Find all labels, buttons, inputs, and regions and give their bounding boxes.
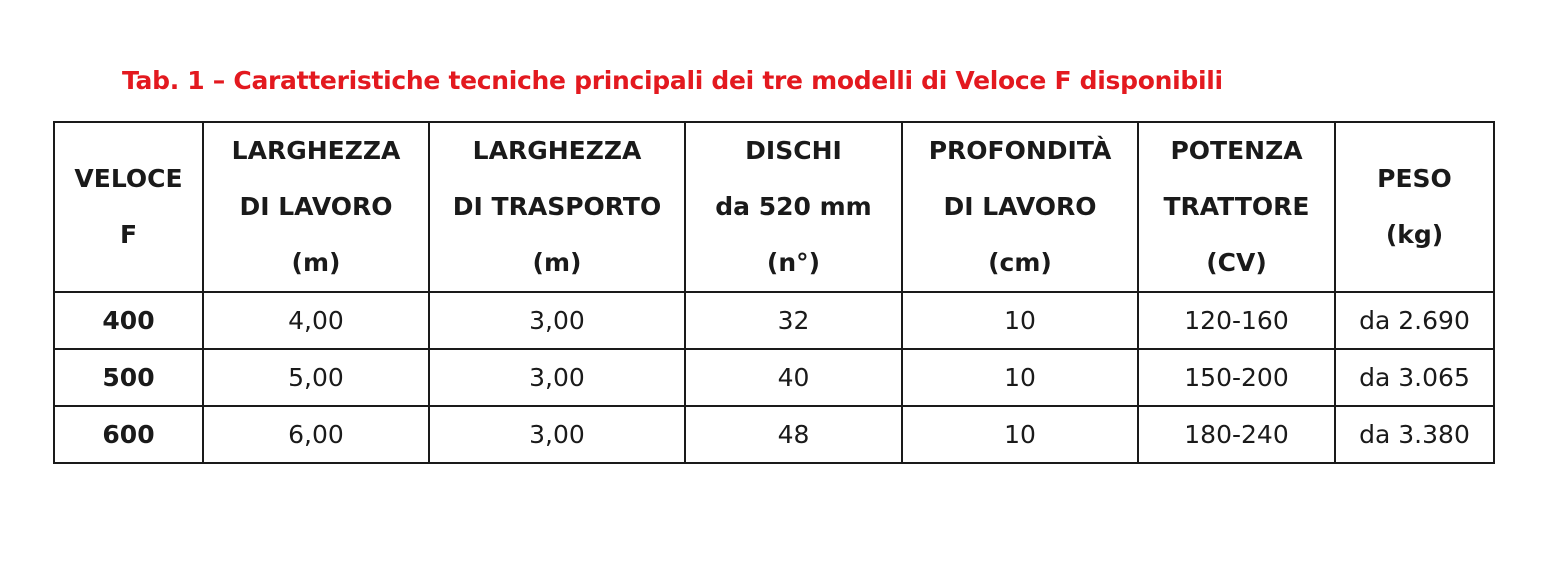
table-row <box>54 406 1494 463</box>
cell-peso: da 2.690 <box>1335 292 1494 349</box>
cell-larghezza-lavoro: 6,00 <box>203 406 429 463</box>
cell-dischi: 32 <box>685 292 902 349</box>
table-row <box>54 349 1494 406</box>
table-caption: Tab. 1 – Caratteristiche tecniche principali dei tre modelli di Veloce F disponibili <box>122 66 1223 95</box>
cell-potenza: 120-160 <box>1138 292 1335 349</box>
header-peso: PESO (kg) <box>1335 122 1494 292</box>
cell-peso: da 3.380 <box>1335 406 1494 463</box>
spec-table <box>53 121 1495 464</box>
cell-dischi: 48 <box>685 406 902 463</box>
header-larghezza-lavoro: LARGHEZZA DI LAVORO (m) <box>203 122 429 292</box>
header-row <box>54 122 1494 292</box>
cell-model: 600 <box>54 406 203 463</box>
cell-larghezza-lavoro: 5,00 <box>203 349 429 406</box>
cell-larghezza-lavoro: 4,00 <box>203 292 429 349</box>
cell-profondita: 10 <box>902 406 1138 463</box>
header-potenza: POTENZA TRATTORE (CV) <box>1138 122 1335 292</box>
cell-profondita: 10 <box>902 292 1138 349</box>
cell-model: 400 <box>54 292 203 349</box>
cell-profondita: 10 <box>902 349 1138 406</box>
cell-peso: da 3.065 <box>1335 349 1494 406</box>
table-row <box>54 292 1494 349</box>
cell-potenza: 180-240 <box>1138 406 1335 463</box>
cell-model: 500 <box>54 349 203 406</box>
header-dischi: DISCHI da 520 mm (n°) <box>685 122 902 292</box>
cell-larghezza-trasporto: 3,00 <box>429 349 685 406</box>
header-profondita: PROFONDITÀ DI LAVORO (cm) <box>902 122 1138 292</box>
header-veloce: VELOCE F <box>54 122 203 292</box>
header-larghezza-trasporto: LARGHEZZA DI TRASPORTO (m) <box>429 122 685 292</box>
cell-dischi: 40 <box>685 349 902 406</box>
cell-larghezza-trasporto: 3,00 <box>429 406 685 463</box>
cell-potenza: 150-200 <box>1138 349 1335 406</box>
cell-larghezza-trasporto: 3,00 <box>429 292 685 349</box>
